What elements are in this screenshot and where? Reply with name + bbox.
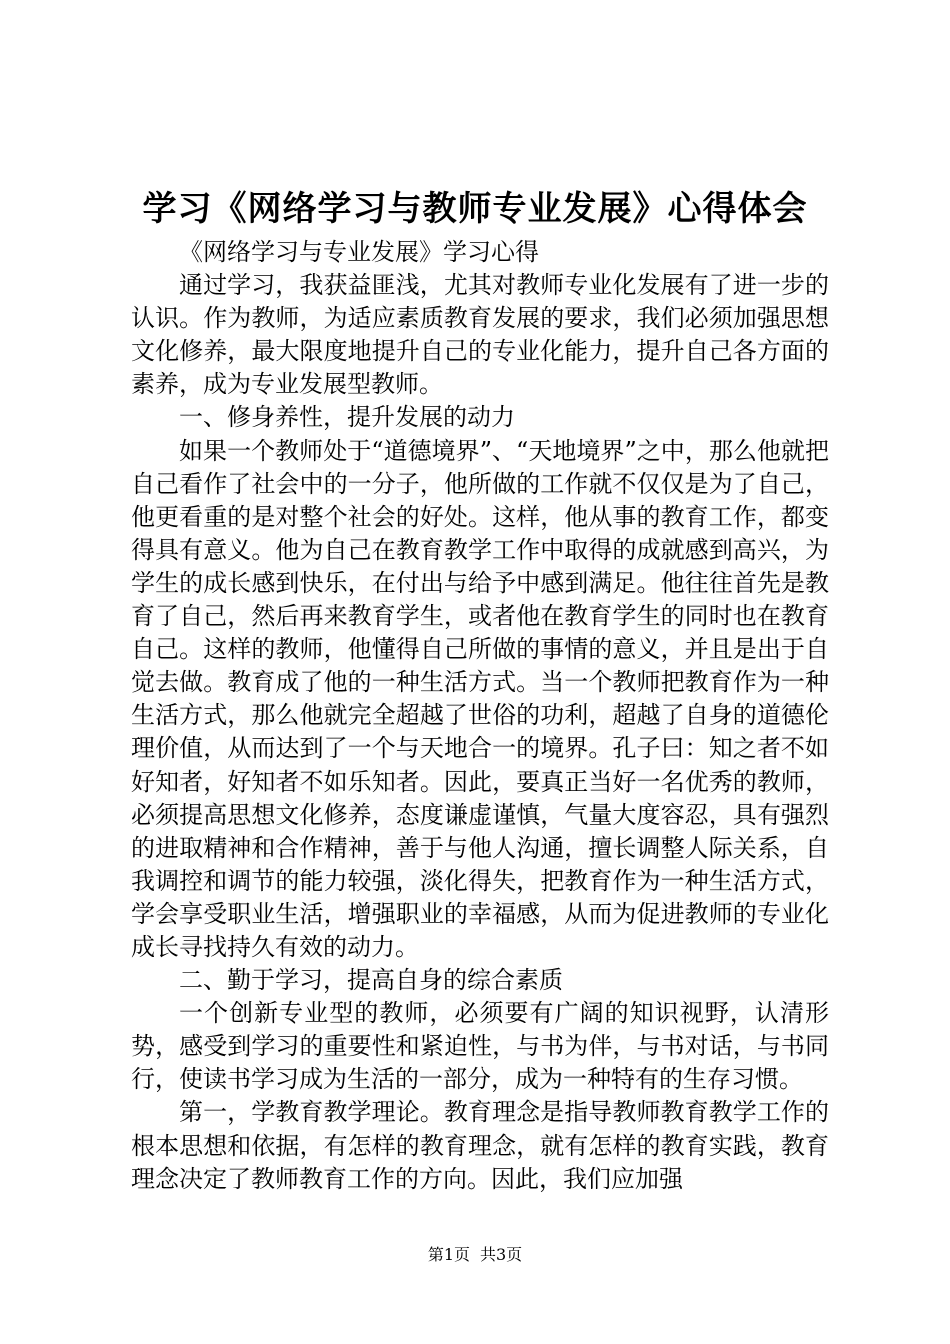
body-paragraph: 一个创新专业型的教师，必须要有广阔的知识视野，认清形势，感受到学习的重要性和紧迫性，与书为伴，与书对话，与书同行，使读书学习成为生活的一部分，成为一种特有的生存习惯。 [131,999,829,1094]
body-paragraph: 通过学习，我获益匪浅，尤其对教师专业化发展有了进一步的认识。作为教师，为适应素质教育发展的要求，我们必须加强思想文化修养，最大限度地提升自己的专业化能力，提升自己各方面的素养，成为专业发展型教师。 [131,271,829,399]
page-total: 共3页 [480,1245,523,1264]
body-paragraph: 第一，学教育教学理论。教育理念是指导教师教育教学工作的根本思想和依据，有怎样的教育理念，就有怎样的教育实践，教育理念决定了教师教育工作的方向。因此，我们应加强 [131,1098,829,1193]
document-title: 学习《网络学习与教师专业发展》心得体会 [142,189,808,229]
body-paragraph: 如果一个教师处于“道德境界”、“天地境界”之中，那么他就把自己看作了社会中的一分子，他所做的工作就不仅仅是为了自己，他更看重的是对整个社会的好处。这样，他从事的教育工作，都变得具有意义。他为自己在教育教学工作中取得的成就感到高兴，为学生的成长感到快乐，在付出与给予中感到满足。他往往首先是教育了自己，然后再来教育学生，或者他在教育学生的同时也在教育自己。这样的教师，他懂得自己所做的事情的意义，并且是出于自觉去做。教育成了他的一种生活方式。当一个教师把教育作为一种生活方式，那么他就完全超越了世俗的功利，超越了自身的道德伦理价值，从而达到了一个与天地合一的境界。孔子曰：知之者不如好知者，好知者不如乐知者。因此，要真正当好一名优秀的教师，必须提高思想文化修养，态度谦虚谨慎，气量大度容忍，具有强烈的进取精神和合作精神，善于与他人沟通，擅长调整人际关系，自我调控和调节的能力较强，淡化得失，把教育作为一种生活方式，学会享受职业生活，增强职业的幸福感，从而为促进教师的专业化成长寻找持久有效的动力。 [131,436,829,961]
subtitle-paragraph: 《网络学习与专业发展》学习心得 [179,238,539,266]
section-heading: 一、修身养性，提升发展的动力 [179,403,515,432]
document-body [131,236,829,1196]
page-footer [0,1244,950,1266]
section-heading: 二、勤于学习，提高自身的综合素质 [179,966,563,995]
page-number: 第1页 [427,1245,470,1264]
